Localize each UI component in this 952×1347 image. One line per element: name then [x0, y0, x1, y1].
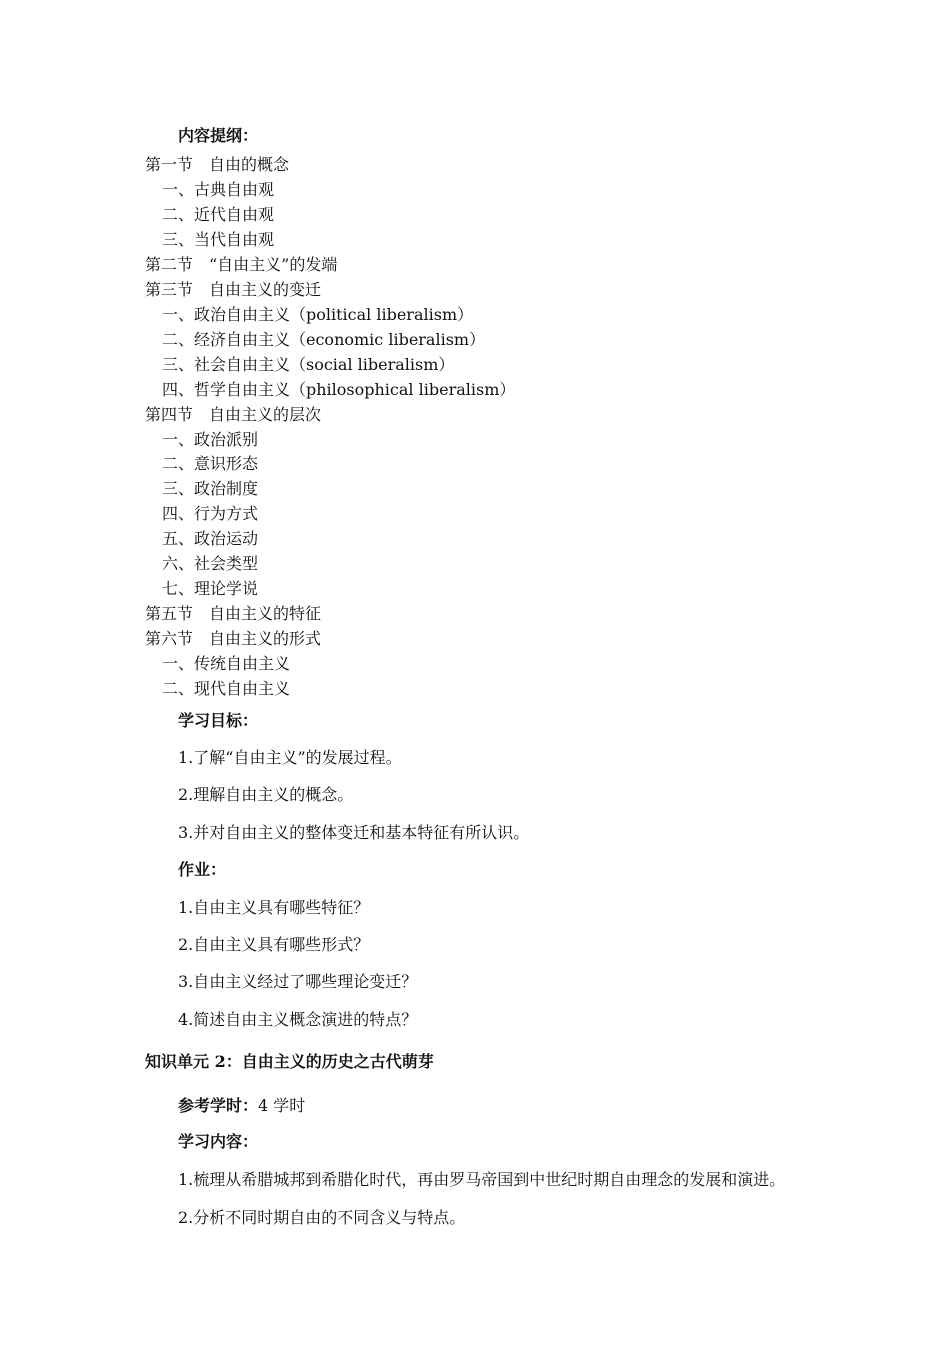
outline-item: 一、政治自由主义（political liberalism）: [162, 305, 474, 324]
outline-item: 二、经济自由主义（economic liberalism）: [162, 330, 486, 349]
homework-heading: 作业：: [178, 860, 227, 879]
outline-item: 四、行为方式: [162, 504, 259, 523]
unit2-hours-value: 4 学时: [258, 1096, 306, 1115]
homework-item: 4.简述自由主义概念演进的特点？: [178, 1010, 418, 1029]
outline-item: 一、古典自由观: [162, 180, 275, 199]
outline-item: 三、政治制度: [162, 479, 259, 498]
outline-item: 七、理论学说: [162, 579, 259, 598]
unit2-title: 知识单元 2：自由主义的历史之古代萌芽: [145, 1052, 434, 1071]
unit2-content-heading: 学习内容：: [178, 1132, 259, 1151]
goal-item: 1.了解“自由主义”的发展过程。: [178, 748, 402, 767]
homework-item: 1.自由主义具有哪些特征？: [178, 898, 370, 917]
outline-section-1: 第一节 自由的概念: [145, 155, 290, 174]
outline-heading: 内容提纲：: [178, 126, 259, 145]
goal-item: 3.并对自由主义的整体变迁和基本特征有所认识。: [178, 823, 530, 842]
outline-section-5: 第五节 自由主义的特征: [145, 604, 322, 623]
unit2-content-item: 2.分析不同时期自由的不同含义与特点。: [178, 1208, 466, 1227]
unit2-hours: [178, 1096, 305, 1116]
outline-item: 一、政治派别: [162, 430, 259, 449]
outline-item: 四、哲学自由主义（philosophical liberalism）: [162, 380, 516, 399]
homework-item: 3.自由主义经过了哪些理论变迁？: [178, 972, 418, 991]
unit2-hours-label: 参考学时：: [178, 1096, 259, 1115]
outline-item: 一、传统自由主义: [162, 654, 291, 673]
homework-item: 2.自由主义具有哪些形式？: [178, 935, 370, 954]
goal-item: 2.理解自由主义的概念。: [178, 785, 354, 804]
outline-section-6: 第六节 自由主义的形式: [145, 629, 322, 648]
outline-item: 三、社会自由主义（social liberalism）: [162, 355, 455, 374]
outline-item: 二、现代自由主义: [162, 679, 291, 698]
outline-item: 五、政治运动: [162, 529, 259, 548]
outline-item: 二、意识形态: [162, 454, 259, 473]
goals-heading: 学习目标：: [178, 711, 259, 730]
outline-section-4: 第四节 自由主义的层次: [145, 405, 322, 424]
outline-item: 六、社会类型: [162, 554, 259, 573]
outline-section-2: 第二节 “自由主义”的发端: [145, 255, 338, 274]
unit2-content-item: 1.梳理从希腊城邦到希腊化时代，再由罗马帝国到中世纪时期自由理念的发展和演进。: [178, 1170, 786, 1189]
outline-item: 三、当代自由观: [162, 230, 275, 249]
outline-item: 二、近代自由观: [162, 205, 275, 224]
outline-section-3: 第三节 自由主义的变迁: [145, 280, 322, 299]
